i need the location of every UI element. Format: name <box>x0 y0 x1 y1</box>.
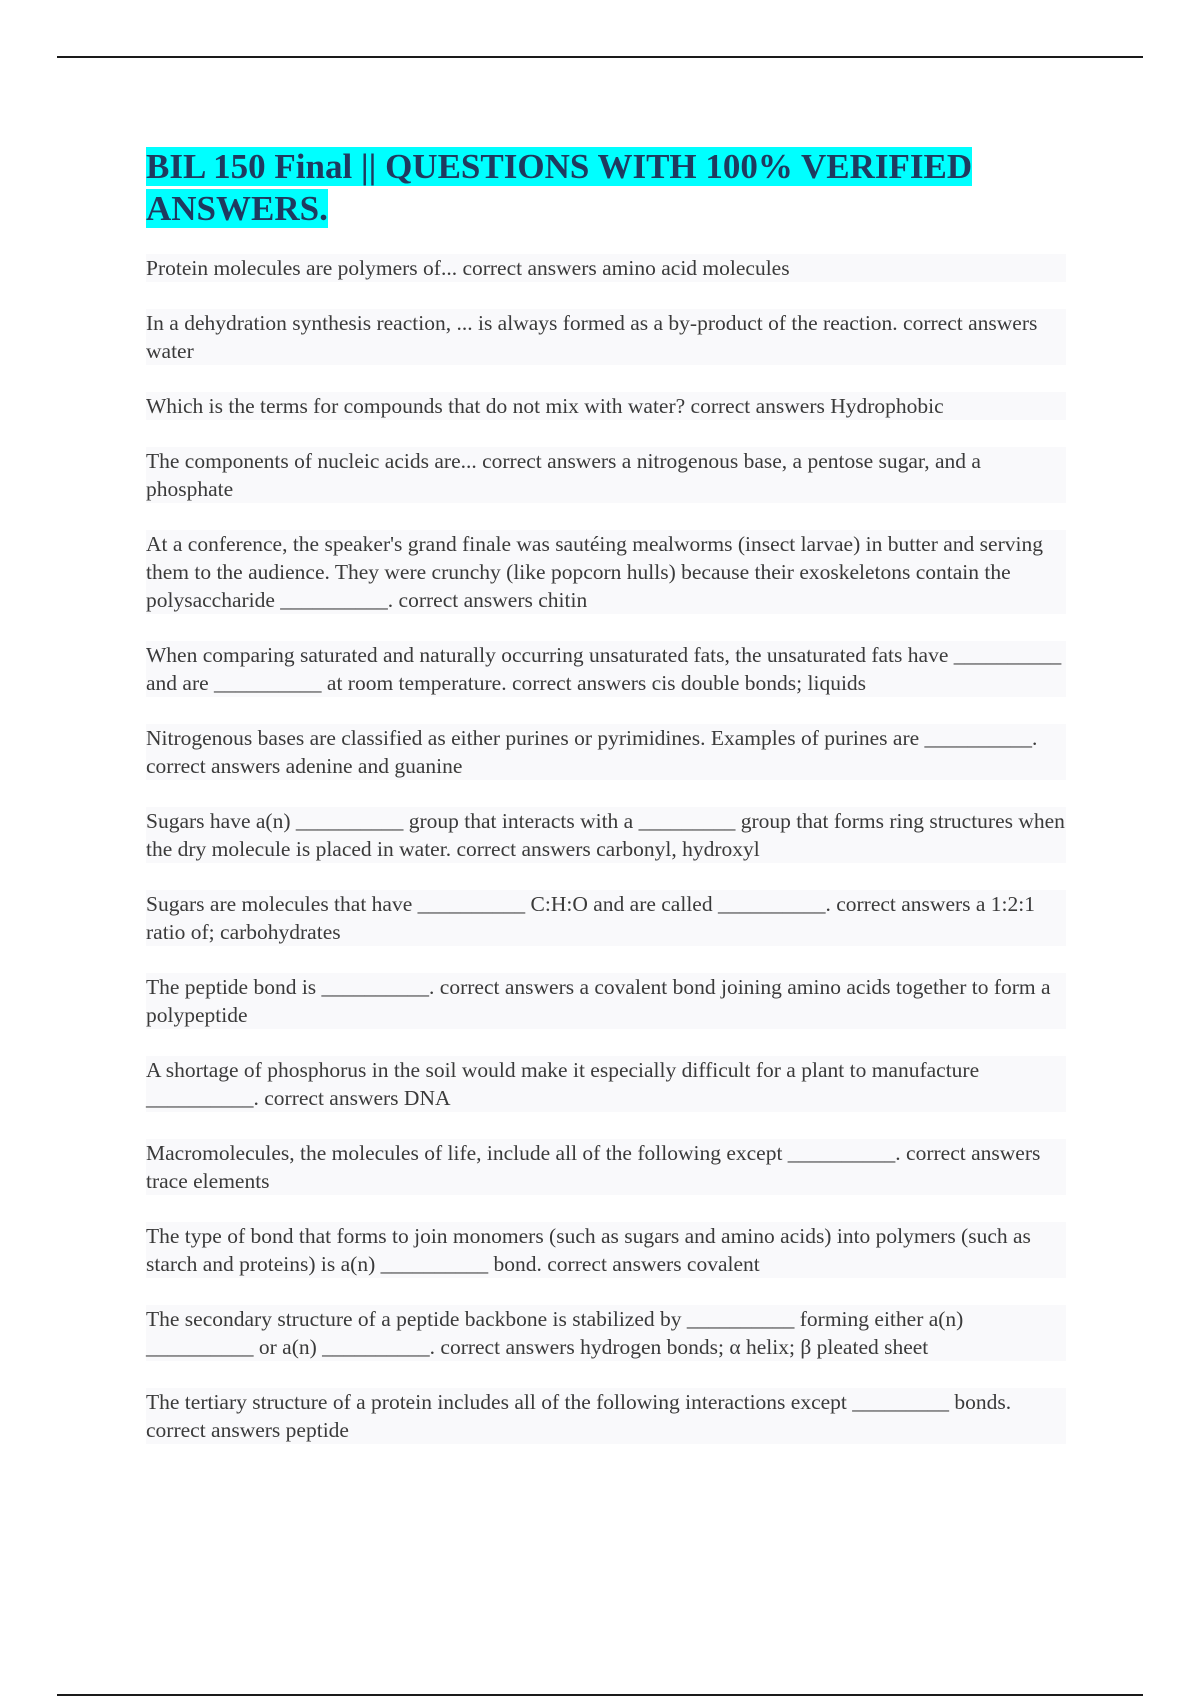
document-title <box>146 146 1066 230</box>
title-highlight: BIL 150 Final || QUESTIONS WITH 100% VERIFIED ANSWERS. <box>146 147 973 228</box>
qa-item-12: Macromolecules, the molecules of life, include all of the following except __________. correct answers trace elements <box>146 1139 1066 1195</box>
top-rule <box>57 56 1143 58</box>
bottom-rule <box>57 1694 1143 1696</box>
qa-item-10: The peptide bond is __________. correct answers a covalent bond joining amino acids together to form a polypeptide <box>146 973 1066 1029</box>
qa-item-8: Sugars have a(n) __________ group that interacts with a _________ group that forms ring structures when the dry molecule is placed in water. correct answers carbonyl, hydroxyl <box>146 809 1065 861</box>
qa-item-13: The type of bond that forms to join monomers (such as sugars and amino acids) into polymers (such as starch and proteins) is a(n) __________ bond. correct answers covalent <box>146 1222 1066 1278</box>
qa-item-1: Protein molecules are polymers of... correct answers amino acid molecules <box>146 254 1066 282</box>
qa-item-11: A shortage of phosphorus in the soil would make it especially difficult for a plant to manufacture __________. correct answers DNA <box>146 1056 1066 1112</box>
qa-item-2: In a dehydration synthesis reaction, ... is always formed as a by-product of the reaction. correct answers water <box>146 309 1066 365</box>
qa-item-7: Nitrogenous bases are classified as either purines or pyrimidines. Examples of purines are __________. correct answers adenine and guanine <box>146 724 1066 780</box>
qa-item-15: The tertiary structure of a protein includes all of the following interactions except _________ bonds. correct answers peptide <box>146 1388 1066 1444</box>
qa-item-3: Which is the terms for compounds that do not mix with water? correct answers Hydrophobic <box>146 392 1066 420</box>
document-body <box>146 146 1066 1471</box>
qa-item-14: The secondary structure of a peptide backbone is stabilized by __________ forming either a(n) __________ or a(n) __________. correct answers hydrogen bonds; α helix; β pleated sheet <box>146 1305 1066 1361</box>
qa-item-5: At a conference, the speaker's grand finale was sautéing mealworms (insect larvae) in butter and serving them to the audience. They were crunchy (like popcorn hulls) because their exoskeletons contain the polysaccharide __________. correct answers chitin <box>146 530 1066 614</box>
qa-item-4: The components of nucleic acids are... correct answers a nitrogenous base, a pentose sugar, and a phosphate <box>146 447 1066 503</box>
qa-item-6: When comparing saturated and naturally occurring unsaturated fats, the unsaturated fats have __________ and are __________ at room temperature. correct answers cis double bonds; liquids <box>146 641 1066 697</box>
qa-item-9: Sugars are molecules that have __________ C:H:O and are called __________. correct answers a 1:2:1 ratio of; carbohydrates <box>146 890 1066 946</box>
